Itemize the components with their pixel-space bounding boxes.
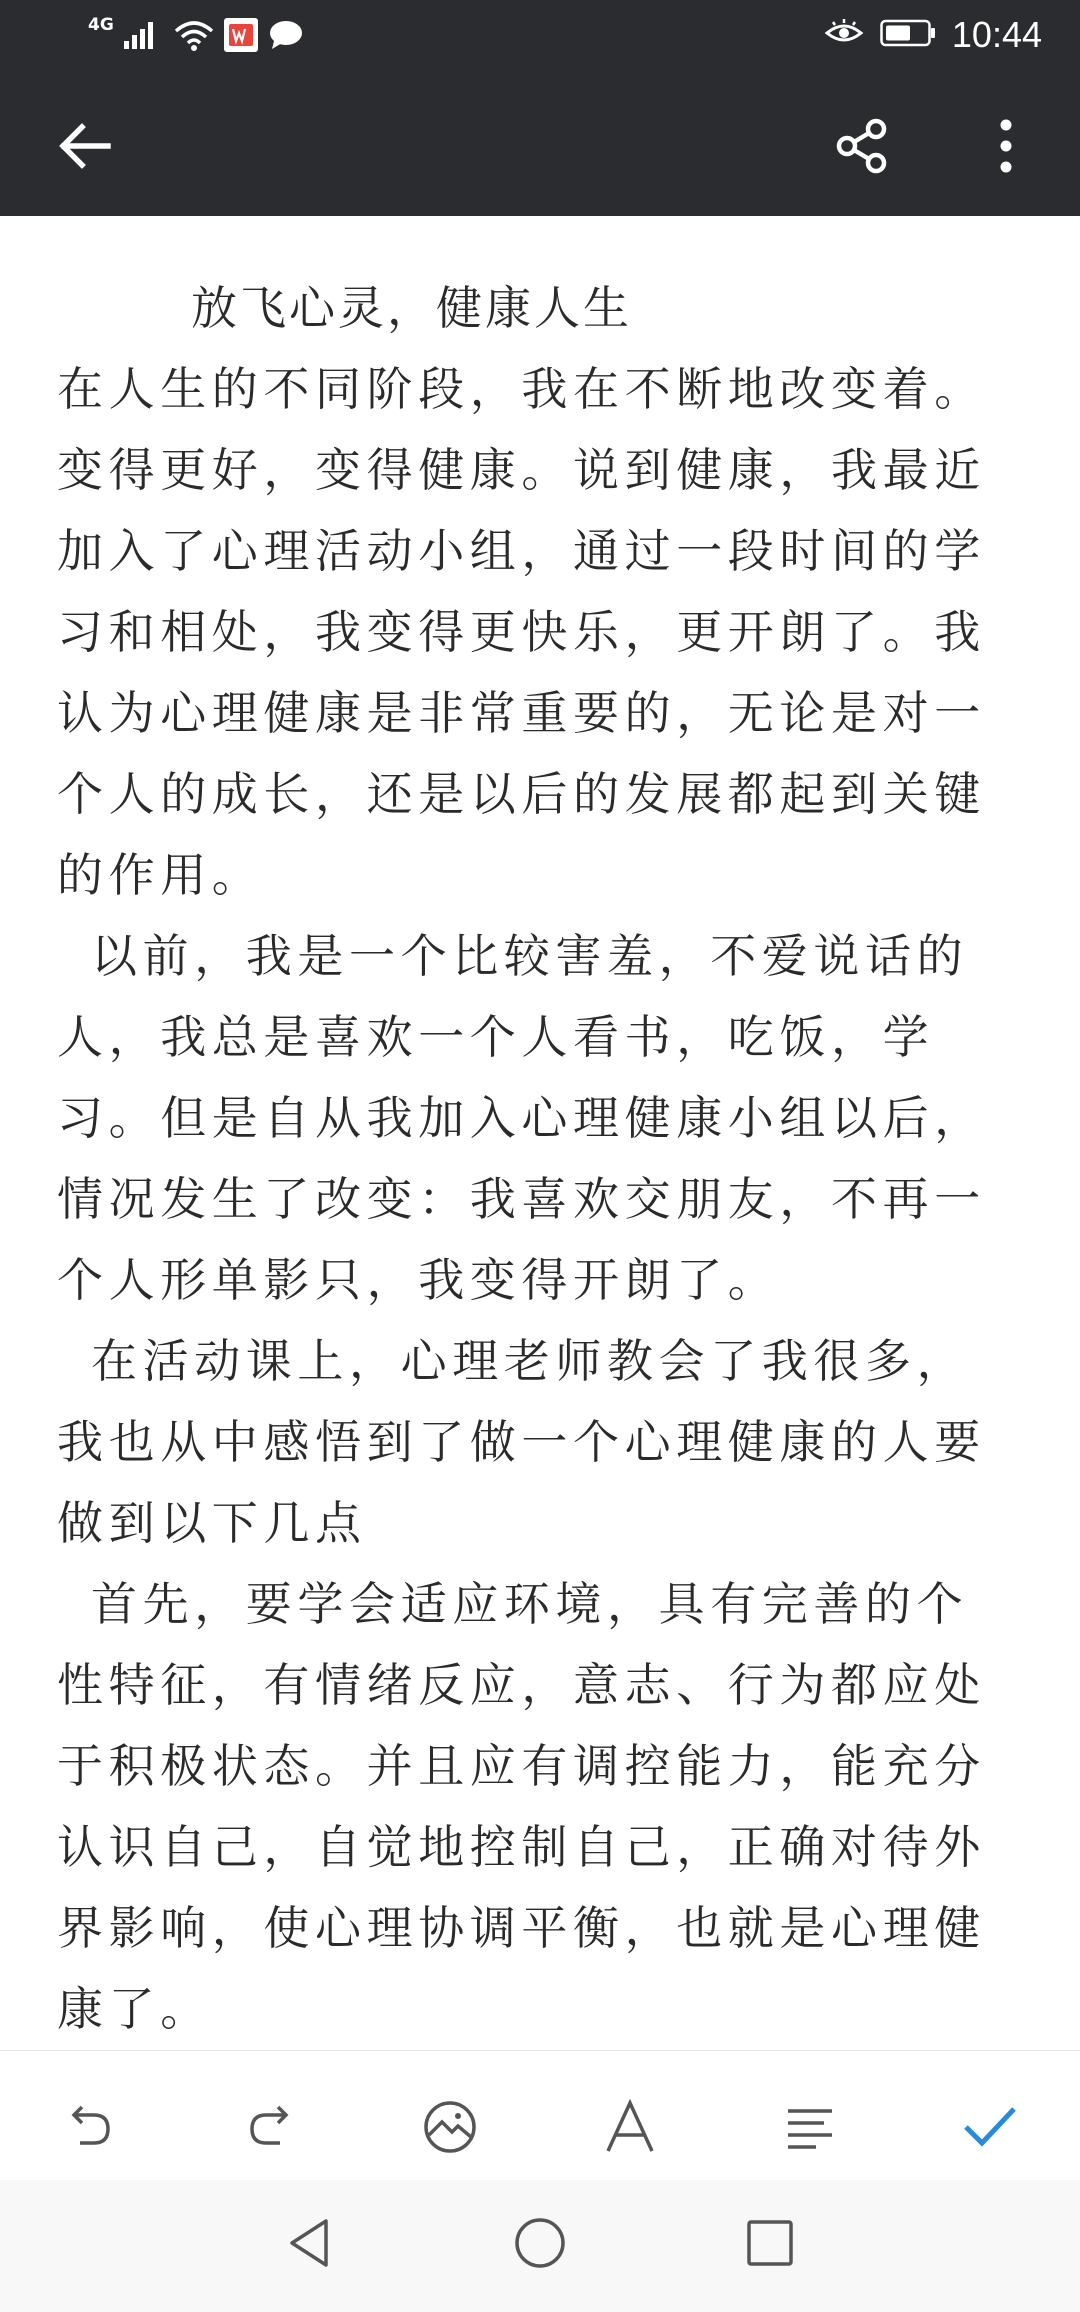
image-icon: [420, 2097, 480, 2161]
text-format-button[interactable]: [580, 2079, 680, 2179]
text-format-icon: [600, 2097, 660, 2161]
document-editor[interactable]: [57, 268, 1017, 2050]
document-paragraph: 首先，要学会适应环境，具有完善的个性特征，有情绪反应，意志、行为都应处于积极状态。并且应有调控能力，能充分认识自己，自觉地控制自己，正确对待外界影响，使心理协调平衡，也就是心理健康了。: [57, 1577, 986, 2036]
wps-app-icon: [224, 18, 258, 56]
signal-icon: [124, 19, 164, 55]
status-left-group: [88, 15, 304, 56]
paragraph-align-icon: [780, 2097, 840, 2161]
more-vert-icon: [996, 116, 1016, 180]
nav-recents-button[interactable]: [720, 2200, 820, 2290]
document-paragraph: 在人生的不同阶段，我在不断地改变着。变得更好，变得健康。说到健康，我最近加入了心理活动小组，通过一段时间的学习和相处，我变得更快乐，更开朗了。我认为心理健康是非常重要的，无论是对一个人的成长，还是以后的发展都起到关键的作用。: [57, 362, 986, 902]
nav-recents-icon: [742, 2215, 798, 2275]
redo-button[interactable]: [220, 2079, 320, 2179]
back-button[interactable]: [48, 112, 120, 184]
battery-icon: [880, 18, 936, 52]
status-right-group: [824, 14, 1042, 56]
share-icon: [832, 116, 892, 180]
nav-back-button[interactable]: [260, 2200, 360, 2290]
document-title: 放飞心灵，健康人生: [191, 281, 632, 335]
undo-button[interactable]: [40, 2079, 140, 2179]
status-time: 10:44: [951, 14, 1042, 55]
nav-home-icon: [512, 2215, 568, 2275]
redo-icon: [240, 2097, 300, 2161]
system-nav-bar: [0, 2180, 1080, 2312]
wifi-icon: [174, 19, 214, 55]
share-button[interactable]: [826, 112, 898, 184]
document-paragraph: 在活动课上，心理老师教会了我很多，我也从中感悟到了做一个心理健康的人要做到以下几点: [57, 1334, 986, 1550]
undo-icon: [60, 2097, 120, 2161]
network-type-label: 4G: [88, 15, 114, 35]
done-button[interactable]: [940, 2079, 1040, 2179]
document-paragraph: 以前，我是一个比较害羞，不爱说话的人，我总是喜欢一个人看书，吃饭，学习。但是自从我加入心理健康小组以后，情况发生了改变：我喜欢交朋友，不再一个人形单影只，我变得开朗了。: [57, 929, 986, 1307]
app-bar: [0, 78, 1080, 216]
eye-comfort-icon: [824, 18, 864, 52]
insert-image-button[interactable]: [400, 2079, 500, 2179]
message-icon: [268, 19, 304, 55]
confirm-check-icon: [960, 2097, 1020, 2161]
more-options-button[interactable]: [970, 112, 1042, 184]
back-arrow-icon: [54, 116, 114, 180]
nav-home-button[interactable]: [490, 2200, 590, 2290]
paragraph-format-button[interactable]: [760, 2079, 860, 2179]
nav-back-icon: [282, 2215, 338, 2275]
status-bar: [0, 0, 1080, 78]
